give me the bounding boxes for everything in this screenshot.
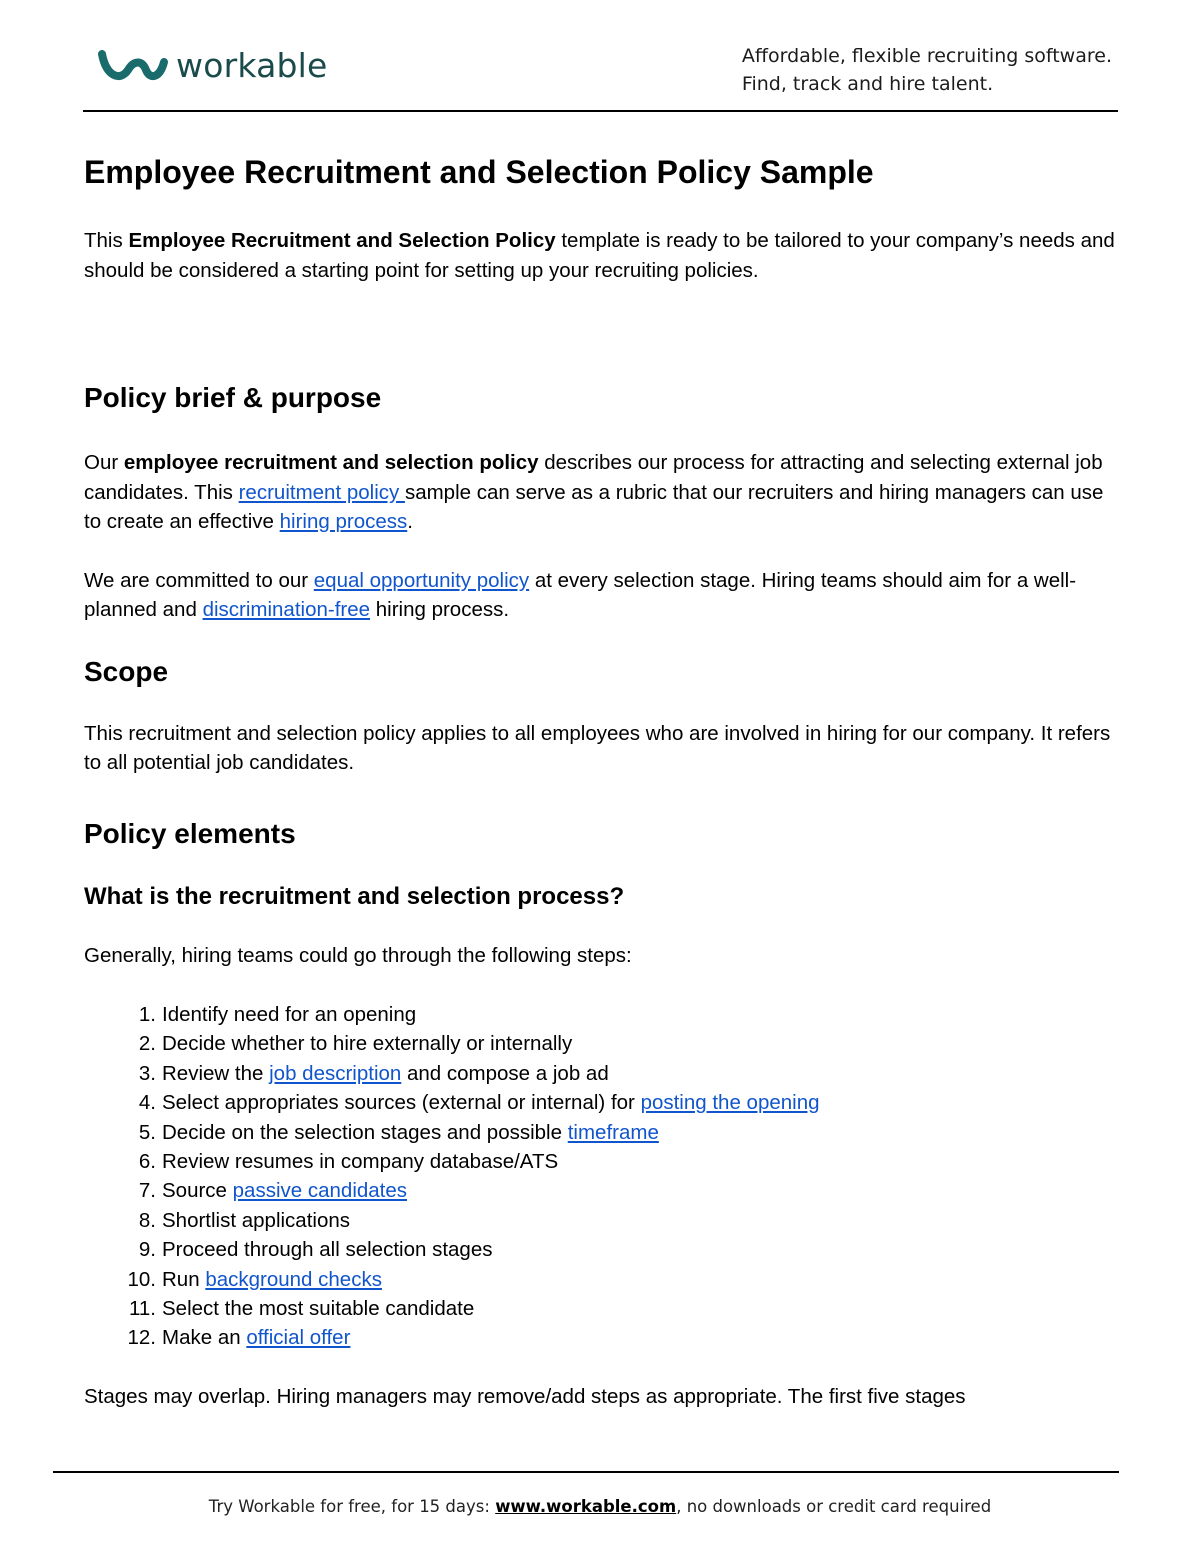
tagline-line-1: Affordable, flexible recruiting software. bbox=[741, 45, 1112, 67]
list-item-number: 9. bbox=[138, 1238, 156, 1262]
list-item-text: Shortlist applications bbox=[162, 1208, 351, 1232]
list-item-text-after: and compose a job ad bbox=[401, 1061, 609, 1085]
brief-p1-pre: Our bbox=[84, 451, 124, 474]
workable-logo-icon bbox=[98, 46, 170, 86]
list-item-text: Run bbox=[162, 1267, 206, 1291]
intro-bold: Employee Recruitment and Selection Policy bbox=[128, 229, 556, 252]
link-discrimination-free[interactable]: discrimination-free bbox=[202, 598, 371, 621]
list-item-number: 3. bbox=[138, 1061, 156, 1085]
brief-p1-bold: employee recruitment and selection policy bbox=[123, 451, 539, 474]
list-item-number: 4. bbox=[138, 1091, 156, 1115]
brief-p1-mid2: sample can serve as a rubric that our recruiters and hiring managers can use to create an effective bbox=[84, 480, 1104, 533]
brief-paragraph-1 bbox=[84, 448, 1124, 537]
list-item bbox=[84, 1265, 1124, 1294]
list-item-number: 8. bbox=[138, 1208, 156, 1232]
list-item bbox=[84, 1059, 1124, 1088]
brief-p2-pre: We are committed to our bbox=[84, 568, 314, 592]
brief-p2-end: hiring process. bbox=[370, 598, 510, 621]
link-equal-opportunity-policy[interactable]: equal opportunity policy bbox=[313, 568, 530, 592]
brief-p1-end: . bbox=[407, 510, 413, 533]
closing-paragraph: Stages may overlap. Hiring managers may remove/add steps as appropriate. The first five stages bbox=[84, 1384, 966, 1408]
link-recruitment-policy[interactable]: recruitment policy bbox=[238, 480, 405, 504]
list-item-link[interactable]: background checks bbox=[205, 1267, 382, 1291]
list-item-number: 1. bbox=[138, 1003, 156, 1026]
heading-scope: Scope bbox=[84, 655, 169, 687]
list-item-text: Decide on the selection stages and possible bbox=[162, 1120, 568, 1144]
list-item-text: Select the most suitable candidate bbox=[162, 1297, 475, 1321]
list-item-text: Source bbox=[162, 1179, 233, 1203]
heading-policy-brief: Policy brief & purpose bbox=[84, 382, 382, 413]
list-item-text: Make an bbox=[162, 1326, 247, 1350]
list-item-number: 12. bbox=[127, 1326, 156, 1350]
header-divider bbox=[83, 110, 1118, 112]
intro-pre: This bbox=[84, 229, 129, 252]
list-item-text: Select appropriates sources (external or internal) for bbox=[162, 1091, 641, 1115]
list-item bbox=[84, 1206, 1124, 1235]
footer-divider bbox=[53, 1471, 1119, 1473]
list-item bbox=[84, 1294, 1124, 1323]
list-item-number: 2. bbox=[138, 1032, 156, 1056]
list-item bbox=[84, 1029, 1124, 1058]
subheading-process: What is the recruitment and selection process? bbox=[84, 882, 625, 910]
list-item-number: 5. bbox=[138, 1120, 156, 1144]
list-item bbox=[84, 1323, 1124, 1352]
list-item-link[interactable]: job description bbox=[269, 1061, 402, 1085]
list-item-link[interactable]: timeframe bbox=[567, 1120, 659, 1144]
scope-paragraph: This recruitment and selection policy applies to all employees who are involved in hiring for our company. It refers to all potential job candidates. bbox=[84, 721, 1111, 774]
list-item-text: Decide whether to hire externally or internally bbox=[162, 1032, 573, 1056]
list-item-number: 11. bbox=[129, 1297, 156, 1321]
link-hiring-process[interactable]: hiring process bbox=[279, 510, 408, 533]
document-body bbox=[84, 150, 1124, 1411]
list-item-text: Proceed through all selection stages bbox=[162, 1238, 493, 1262]
list-item-number: 7. bbox=[138, 1179, 156, 1203]
footer-post: , no downloads or credit card required bbox=[676, 1497, 992, 1516]
list-item-link[interactable]: official offer bbox=[246, 1326, 351, 1350]
list-item bbox=[84, 1235, 1124, 1264]
brief-p2-mid: at every selection stage. Hiring teams should aim for a well-planned and bbox=[84, 568, 1077, 621]
list-item-number: 10. bbox=[127, 1267, 156, 1291]
heading-policy-elements: Policy elements bbox=[84, 817, 296, 849]
brief-p1-mid: describes our process for attracting and selecting external job candidates. This bbox=[84, 451, 1103, 504]
footer-pre: Try Workable for free, for 15 days: bbox=[208, 1497, 496, 1516]
list-item-number: 6. bbox=[138, 1150, 156, 1174]
list-item bbox=[84, 1147, 1124, 1176]
steps-list bbox=[84, 1000, 1124, 1353]
workable-logo[interactable] bbox=[98, 46, 328, 86]
page-title: Employee Recruitment and Selection Policy Sample bbox=[84, 154, 874, 190]
logo-text: workable bbox=[176, 46, 328, 85]
list-item-text: Identify need for an opening bbox=[162, 1003, 417, 1026]
list-item-link[interactable]: posting the opening bbox=[640, 1091, 820, 1115]
intro-post: template is ready to be tailored to your company’s needs and should be considered a starting point for setting up your recruiting policies. bbox=[84, 229, 1115, 282]
list-item-text: Review the bbox=[162, 1061, 270, 1085]
footer-url-link[interactable]: www.workable.com bbox=[495, 1497, 677, 1516]
brief-paragraph-2 bbox=[84, 566, 1124, 625]
header-tagline bbox=[742, 42, 1112, 98]
steps-lead: Generally, hiring teams could go through the following steps: bbox=[84, 943, 632, 967]
tagline-line-2: Find, track and hire talent. bbox=[741, 73, 994, 95]
list-item-link[interactable]: passive candidates bbox=[232, 1179, 408, 1203]
list-item bbox=[84, 1000, 1124, 1029]
list-item bbox=[84, 1118, 1124, 1147]
intro-paragraph bbox=[84, 226, 1124, 285]
footer bbox=[0, 1497, 1200, 1516]
list-item-text: Review resumes in company database/ATS bbox=[162, 1150, 559, 1174]
list-item bbox=[84, 1176, 1124, 1205]
list-item bbox=[84, 1088, 1124, 1117]
